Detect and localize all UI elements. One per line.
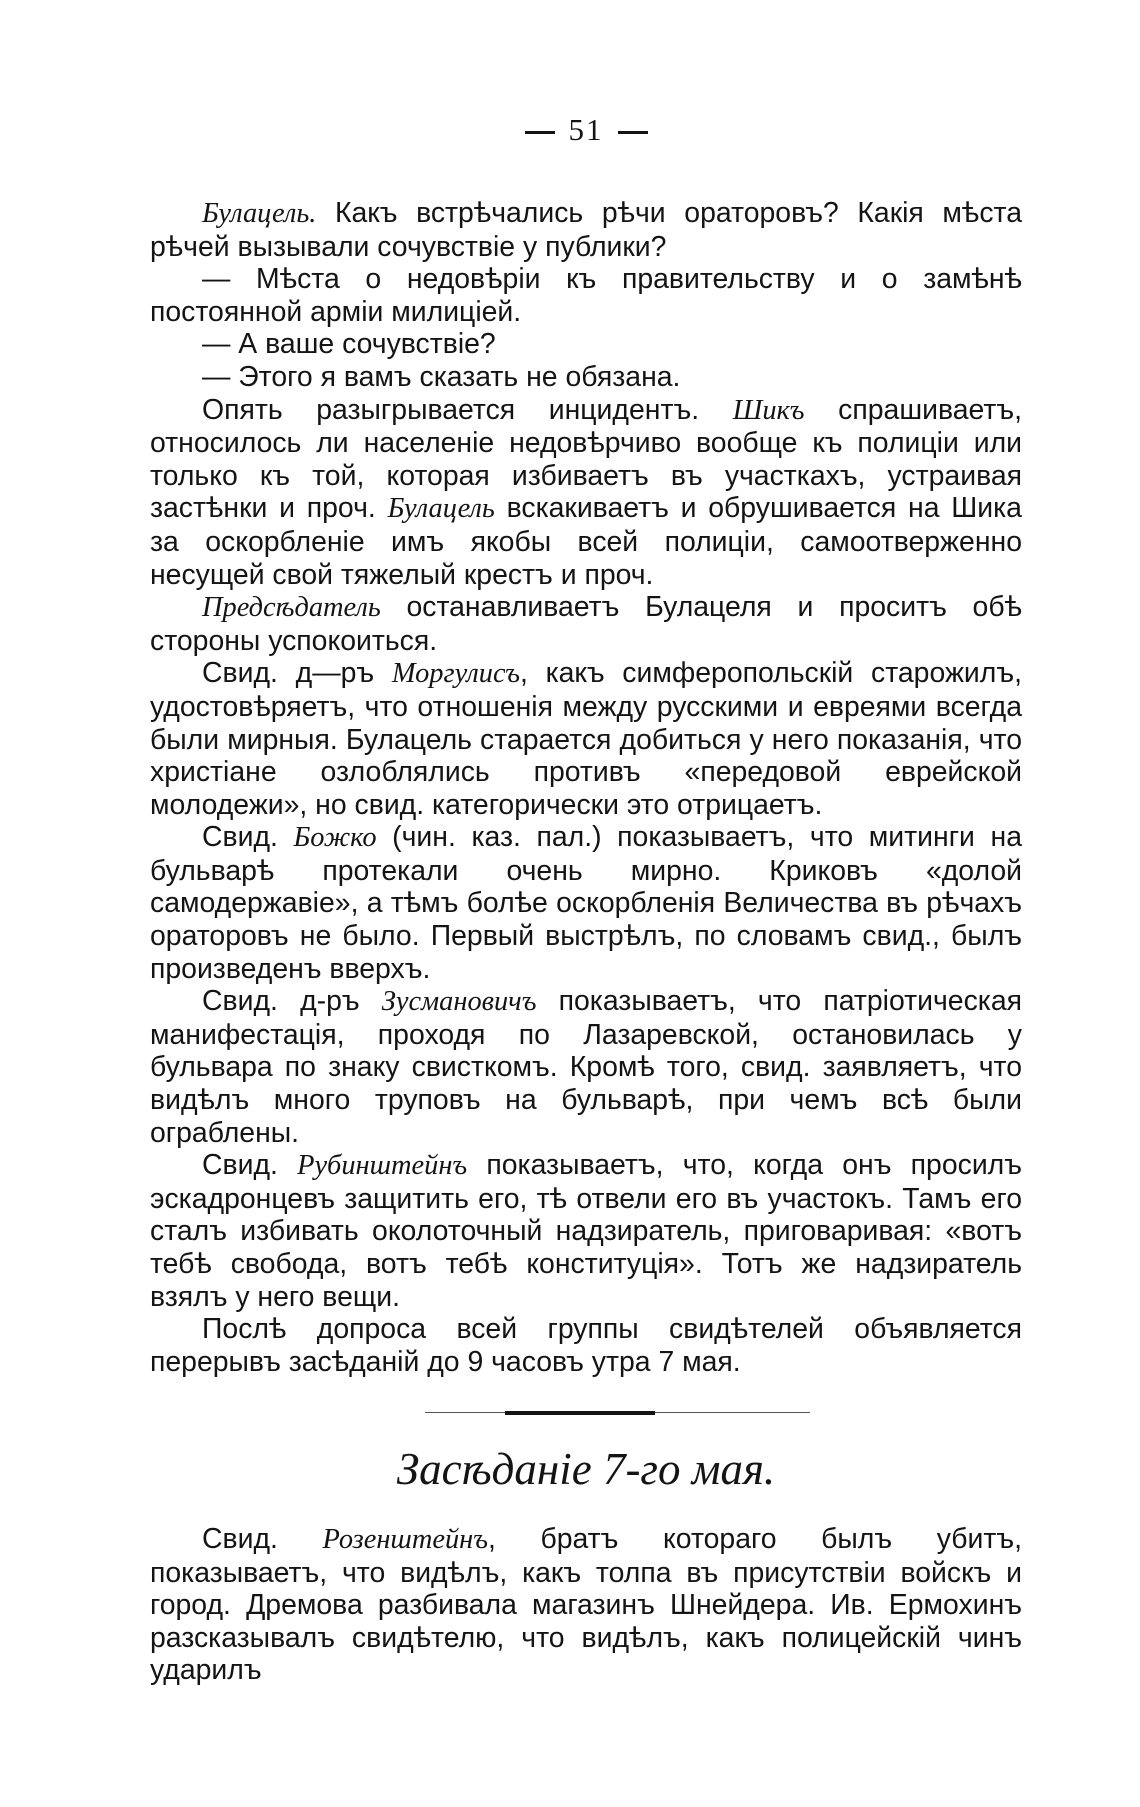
paragraph-incident bbox=[150, 394, 1022, 592]
paragraph-witness-bozhko bbox=[150, 821, 1022, 985]
witness-name: Розенштейнъ bbox=[322, 1524, 488, 1555]
paragraph-text: показываетъ, что, когда онъ просилъ эскадронцевъ защитить его, тѣ отвели его въ участокъ. Тамъ его сталъ избивать околоточный надзиратель, приговаривая: «вотъ тебѣ свобода, вотъ тебѣ конституція». Тотъ же надзиратель взялъ у него вещи. bbox=[150, 1149, 1022, 1313]
divider-thick bbox=[505, 1411, 655, 1415]
witness-name: Рубинштейнъ bbox=[297, 1150, 468, 1182]
paragraph-text: — Мѣста о недовѣріи къ правительству и о замѣнѣ постоянной арміи милиціей. bbox=[150, 263, 1022, 328]
paragraph-witness-rubinshtein bbox=[150, 1149, 1022, 1313]
divider-thin-right bbox=[655, 1412, 810, 1413]
speaker-name: Шикъ bbox=[732, 394, 805, 426]
speaker-name: Булацель bbox=[387, 493, 495, 525]
paragraph-text: останавливаетъ Булацеля и проситъ обѣ стороны успокоиться. bbox=[150, 591, 1022, 657]
left-dash bbox=[525, 131, 555, 134]
paragraph-text: показываетъ, что патріотическая манифестація, проходя по Лазаревской, остановилась у бульвара по знаку свисткомъ. Кромѣ того, свид. заявляетъ, что видѣлъ много труповъ на бульварѣ, при чемъ всѣ были ограблены. bbox=[150, 985, 1023, 1149]
paragraph-text: спрашиваетъ, относилось ли населеніе недовѣрчиво вообще къ полиціи или только къ той, которая избиваетъ въ участкахъ, устраивая застѣнки и проч. bbox=[150, 393, 1022, 525]
body-text bbox=[150, 197, 1022, 1378]
paragraph-answer bbox=[150, 361, 1022, 394]
page-number: 51 bbox=[568, 112, 604, 147]
paragraph-recess bbox=[150, 1313, 1022, 1378]
paragraph-text: — А ваше сочувствіе? bbox=[202, 328, 496, 361]
paragraph-text: (чин. каз. пал.) показываетъ, что митинги на бульварѣ протекали очень мирно. Криковъ «долой самодержавіе», а тѣмъ болѣе оскорбленія Величества въ рѣчахъ ораторовъ не было. Первый выстрѣлъ, по словамъ свид., былъ произведенъ вверхъ. bbox=[150, 821, 1022, 985]
paragraph-question bbox=[150, 328, 1022, 361]
page-number-header bbox=[150, 112, 1022, 148]
paragraph-text: — Этого я вамъ сказать не обязана. bbox=[202, 360, 681, 393]
speaker-name: Предсѣдатель bbox=[202, 592, 381, 624]
paragraph-witness-zusmanovich bbox=[150, 985, 1022, 1149]
paragraph-witness-rozenshtein bbox=[150, 1523, 1022, 1687]
paragraph-text: Свид. bbox=[202, 1523, 323, 1555]
witness-name: Зусмановичъ bbox=[381, 986, 537, 1018]
witness-name: Божко bbox=[293, 822, 377, 854]
section-divider bbox=[425, 1411, 810, 1415]
paragraph-text: , братъ котораго былъ убитъ, показываетъ, что видѣлъ, какъ толпа въ присутствіи войскъ и город. Дремова разбивала магазинъ Шнейдера. Ив. Ермохинъ разсказывалъ свидѣтелю, что видѣлъ, какъ полицейскій чинъ ударилъ bbox=[150, 1523, 1022, 1687]
paragraph-text: Свид. bbox=[202, 1149, 298, 1182]
paragraph-text: Опять разыгрывается инцидентъ. bbox=[202, 393, 733, 426]
witness-name: Моргулисъ bbox=[391, 658, 520, 690]
divider-thin-left bbox=[425, 1412, 505, 1413]
paragraph-text: Свид. д-ръ bbox=[202, 985, 382, 1018]
session-heading: Засѣданіе 7-го мая. bbox=[396, 1444, 776, 1494]
paragraph-witness-morgulis bbox=[150, 657, 1022, 821]
paragraph-text: Какъ встрѣчались рѣчи ораторовъ? Какія мѣста рѣчей вызывали сочувствіе у публики? bbox=[150, 197, 1022, 263]
paragraph-text: Свид. bbox=[202, 821, 294, 854]
paragraph-text: вскакиваетъ и обрушивается на Шика за оскорбленіе имъ якобы всей полиціи, самоотверженно несущей свой тяжелый крестъ и проч. bbox=[150, 492, 1022, 591]
paragraph-chairman bbox=[150, 591, 1022, 657]
paragraph-bulacel-question bbox=[150, 197, 1022, 263]
paragraph-text: , какъ симферопольскій старожилъ, удостовѣряетъ, что отношенія между русскими и евреями всегда были мирныя. Булацель старается добиться у него показанія, что христіане озлоблялись противъ «передовой еврейской молодежи», но свид. категорически это отрицаетъ. bbox=[150, 657, 1022, 821]
speaker-name: Булацель. bbox=[202, 198, 317, 229]
body-text-continued bbox=[150, 1523, 1022, 1687]
paragraph-answer bbox=[150, 263, 1022, 328]
right-dash bbox=[618, 131, 648, 134]
paragraph-text: Свид. д—ръ bbox=[202, 657, 392, 690]
paragraph-text: Послѣ допроса всей группы свидѣтелей объявляется перерывъ засѣданій до 9 часовъ утра 7 мая. bbox=[150, 1313, 1022, 1378]
